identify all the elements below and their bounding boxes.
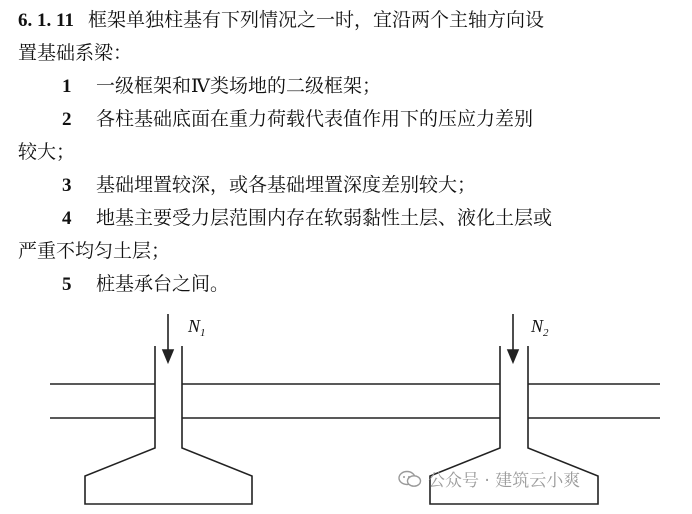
clause-line-1 xyxy=(18,4,678,37)
clause-text-1: 框架单独柱基有下列情况之一时，宜沿两个主轴方向设 xyxy=(87,9,544,31)
list-item xyxy=(18,202,678,268)
wechat-icon xyxy=(398,470,422,488)
load-label-left-sub: 1 xyxy=(200,327,206,339)
item-text: 桩基承台之间。 xyxy=(96,273,230,295)
clause-paragraph xyxy=(18,4,678,70)
item-number: 4 xyxy=(62,208,72,229)
left-footing xyxy=(85,346,252,504)
item-text: 基础埋置较深，或各基础埋置深度差别较大； xyxy=(96,174,477,196)
svg-text:N2 xyxy=(530,316,549,339)
svg-text:N1 xyxy=(187,316,206,339)
load-arrow-left-head xyxy=(163,350,173,362)
item-text-cont: 较大； xyxy=(18,141,76,163)
item-text: 地基主要受力层范围内存在软弱黏性土层、液化土层或 xyxy=(96,207,553,229)
item-number: 5 xyxy=(62,274,72,295)
list-item xyxy=(18,169,678,202)
load-label-right: N xyxy=(531,316,544,336)
item-text: 一级框架和Ⅳ类场地的二级框架； xyxy=(96,75,381,97)
clause-number: 6. 1. 11 xyxy=(18,10,74,31)
clause-line-2: 置基础系梁： xyxy=(18,42,133,64)
list-item xyxy=(18,103,678,169)
item-number: 3 xyxy=(62,175,72,196)
item-number: 1 xyxy=(62,76,72,97)
watermark-text: 公众号 · 建筑云小爽 xyxy=(428,471,581,491)
item-list xyxy=(18,70,678,301)
watermark xyxy=(398,466,580,491)
item-text-cont: 严重不均匀土层； xyxy=(18,240,171,262)
item-number: 2 xyxy=(62,109,72,130)
foundation-tie-beam-diagram xyxy=(0,300,692,514)
list-item xyxy=(18,70,678,103)
item-text: 各柱基础底面在重力荷载代表值作用下的压应力差别 xyxy=(96,108,534,130)
list-item xyxy=(18,268,678,301)
load-label-right-sub: 2 xyxy=(543,327,549,339)
load-arrow-right-head xyxy=(508,350,518,362)
load-label-left: N xyxy=(188,316,201,336)
